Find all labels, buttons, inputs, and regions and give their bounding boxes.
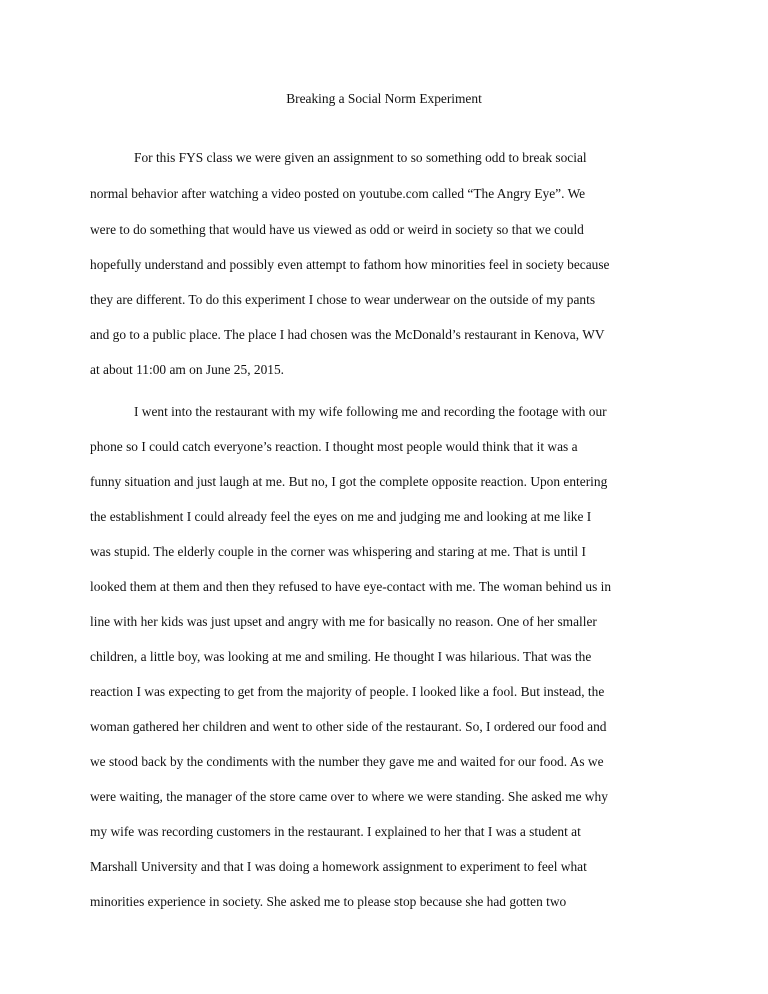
paragraph-line: line with her kids was just upset and angry with me for basically no reason. One of her smaller — [90, 614, 597, 629]
paragraph-line: the establishment I could already feel the eyes on me and judging me and looking at me like I — [90, 509, 592, 524]
document-title: Breaking a Social Norm Experiment — [286, 91, 482, 106]
paragraph-line: at about 11:00 am on June 25, 2015. — [90, 362, 285, 377]
paragraph-line: reaction I was expecting to get from the majority of people. I looked like a fool. But instead, the — [90, 684, 605, 699]
paragraph-line: Marshall University and that I was doing a homework assignment to experiment to feel what — [90, 859, 587, 874]
paragraph-line: and go to a public place. The place I had chosen was the McDonald’s restaurant in Kenova, WV — [90, 327, 605, 342]
paragraph-line: normal behavior after watching a video posted on youtube.com called “The Angry Eye”. We — [90, 186, 586, 201]
paragraph-line: woman gathered her children and went to other side of the restaurant. So, I ordered our food and — [90, 719, 607, 734]
paragraph-line: looked them at them and then they refused to have eye-contact with me. The woman behind us in — [90, 579, 612, 594]
paragraph-line: For this FYS class we were given an assignment to so something odd to break social — [134, 150, 587, 165]
paragraph-line: phone so I could catch everyone’s reaction. I thought most people would think that it was a — [90, 439, 578, 454]
paragraph-line: funny situation and just laugh at me. But no, I got the complete opposite reaction. Upon entering — [90, 474, 608, 489]
paragraph-line: my wife was recording customers in the restaurant. I explained to her that I was a student at — [90, 824, 581, 839]
paragraph-line: were to do something that would have us viewed as odd or weird in society so that we could — [90, 222, 584, 237]
paragraph-line: I went into the restaurant with my wife following me and recording the footage with our — [134, 404, 607, 419]
paragraph-line: minorities experience in society. She asked me to please stop because she had gotten two — [90, 894, 567, 909]
paragraph-line: was stupid. The elderly couple in the corner was whispering and staring at me. That is until I — [90, 544, 586, 559]
paragraph-line: hopefully understand and possibly even attempt to fathom how minorities feel in society because — [90, 257, 610, 272]
paragraph-line: were waiting, the manager of the store came over to where we were standing. She asked me why — [90, 789, 608, 804]
paragraph-line: we stood back by the condiments with the number they gave me and waited for our food. As we — [90, 754, 604, 769]
paragraph-line: they are different. To do this experiment I chose to wear underwear on the outside of my pants — [90, 292, 596, 307]
paragraph-line: children, a little boy, was looking at me and smiling. He thought I was hilarious. That was the — [90, 649, 592, 664]
